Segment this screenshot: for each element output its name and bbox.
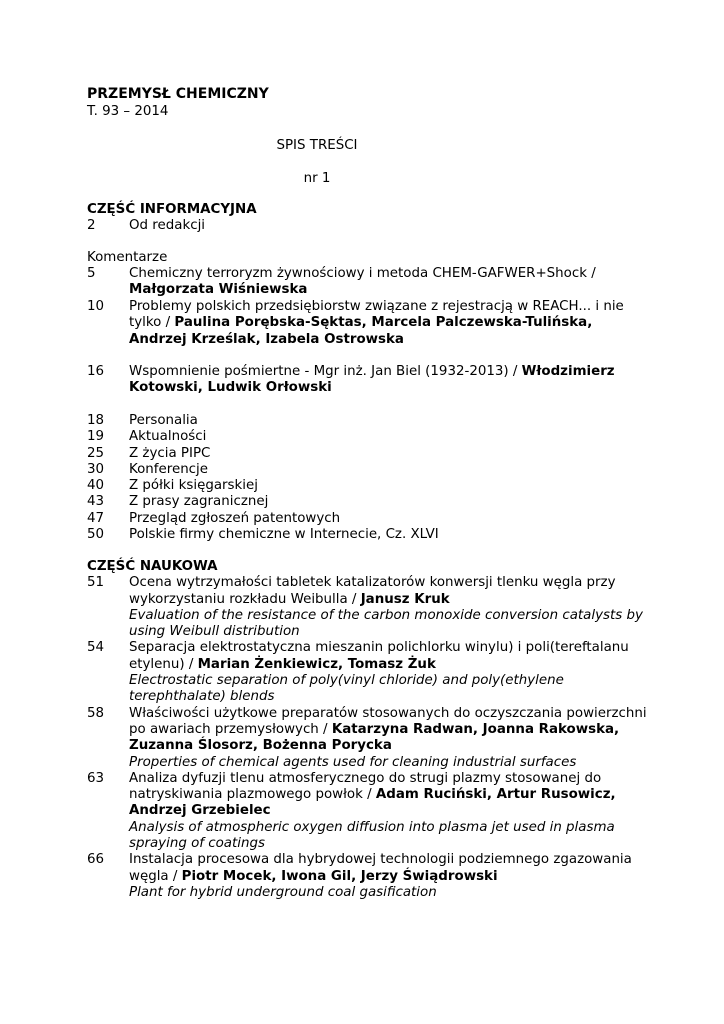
info-items-list [87, 413, 647, 543]
entry-title: Separacja elektrostatyczna mieszanin polichlorku winylu) i poli(tereftalanu etylenu) / [129, 640, 629, 672]
entry-authors: Paulina Porębska-Sęktas, Marcela Palczewska-Tulińska, Andrzej Krześlak, Izabela Ostrowska [129, 315, 593, 347]
info-section-heading: CZĘŚĆ INFORMACYJNA [87, 202, 257, 217]
page-number: 18 [87, 413, 105, 428]
entry-title: Wspomnienie pośmiertne - Mgr inż. Jan Biel (1932-2013) / [129, 364, 522, 379]
entry-title: Z prasy zagranicznej [129, 494, 269, 510]
entry-text [129, 852, 647, 901]
entry-text [129, 299, 647, 348]
entry-title: Instalacja procesowa dla hybrydowej technologii podziemnego zgazowania węgla / [129, 852, 632, 884]
toc-entry [87, 364, 647, 397]
volume-line: T. 93 – 2014 [87, 104, 169, 119]
article-entry [87, 640, 647, 705]
article-entry [87, 852, 647, 901]
entry-authors: Marian Żenkiewicz, Tomasz Żuk [197, 656, 436, 672]
page-number: 58 [87, 705, 105, 721]
journal-title: PRZEMYSŁ CHEMICZNY [87, 86, 269, 102]
entry-title: Chemiczny terroryzm żywnościowy i metoda CHEM-GAFWER+Shock / [129, 266, 596, 281]
entry-title: Z półki księgarskiej [129, 478, 258, 494]
toc-entry [87, 218, 647, 234]
entry-english-title: Evaluation of the resistance of the carbon monoxide conversion catalysts by using Weibull distribution [129, 607, 643, 640]
entry-english-title: Analysis of atmospheric oxygen diffusion into plasma jet used in plasma spraying of coatings [129, 819, 615, 852]
entry-title: Analiza dyfuzji tlenu atmosferycznego do strugi plazmy stosowanej do natryskiwania plazmowego powłok / [129, 770, 602, 803]
page-number: 51 [87, 575, 105, 591]
article-entry [87, 706, 647, 771]
list-item [87, 494, 647, 510]
entry-title: Ocena wytrzymałości tabletek katalizatorów konwersji tlenku węgla przy wykorzystaniu rozkładu Weibulla / [129, 575, 616, 607]
entry-title: Z życia PIPC [129, 445, 211, 461]
science-section-heading: CZĘŚĆ NAUKOWA [87, 559, 218, 574]
page-number: 16 [87, 364, 105, 379]
page-number: 25 [87, 445, 105, 461]
list-item [87, 429, 647, 445]
page-number: 63 [87, 770, 105, 786]
entry-text [129, 364, 647, 397]
page-number: 19 [87, 429, 105, 445]
entry-title: Aktualności [129, 429, 207, 445]
entry-authors: Katarzyna Radwan, Joanna Rakowska, Zuzanna Ślosorz, Bożenna Porycka [129, 721, 620, 754]
page-number: 30 [87, 461, 105, 477]
toc-entry [87, 299, 647, 348]
issue-number: nr 1 [303, 171, 331, 186]
entry-title: Personalia [129, 413, 198, 428]
page-number: 54 [87, 640, 105, 656]
entry-text [129, 266, 647, 299]
entry-title: Polskie firmy chemiczne w Internecie, Cz. XLVI [129, 527, 439, 543]
entry-authors: Małgorzata Wiśniewska [129, 282, 308, 298]
entry-text [129, 640, 647, 705]
entry-title: Problemy polskich przedsiębiorstw związane z rejestracją w REACH... i nie tylko / [129, 299, 624, 331]
entry-text [129, 706, 647, 771]
list-item [87, 511, 647, 527]
page-number: 50 [87, 527, 105, 543]
entry-text [129, 771, 647, 852]
page-number: 66 [87, 852, 105, 868]
page-number: 43 [87, 494, 105, 510]
entry-authors: Włodzimierz Kotowski, Ludwik Orłowski [129, 364, 615, 396]
entry-title: Przegląd zgłoszeń patentowych [129, 510, 341, 526]
article-entry [87, 771, 647, 852]
entry-title: Od redakcji [129, 218, 206, 233]
entry-authors: Adam Ruciński, Artur Rusowicz, Andrzej Grzebielec [129, 787, 616, 819]
toc-entry [87, 266, 647, 299]
entry-english-title: Electrostatic separation of poly(vinyl chloride) and poly(ethylene terephthalate) blends [129, 673, 564, 705]
toc-title: SPIS TREŚCI [276, 138, 358, 153]
page-number: 47 [87, 510, 105, 526]
page-number: 2 [87, 218, 96, 233]
page-number: 5 [87, 266, 96, 281]
science-section [87, 559, 647, 901]
article-entry [87, 575, 647, 640]
entry-title: Właściwości użytkowe preparatów stosowanych do oczyszczania powierzchni po awariach przemysłowych / [129, 705, 647, 737]
list-item [87, 462, 647, 478]
entry-authors: Janusz Kruk [360, 591, 450, 607]
entry-authors: Piotr Mocek, Iwona Gil, Jerzy Świądrowski [181, 868, 498, 884]
page-number: 10 [87, 299, 105, 314]
entry-title: Konferencje [129, 461, 209, 477]
list-item [87, 478, 647, 494]
list-item [87, 413, 647, 429]
page-number: 40 [87, 478, 105, 494]
entry-english-title: Properties of chemical agents used for cleaning industrial surfaces [129, 754, 577, 770]
entry-english-title: Plant for hybrid underground coal gasification [129, 884, 437, 900]
entry-text [129, 575, 647, 640]
list-item [87, 446, 647, 462]
comments-label: Komentarze [87, 250, 168, 265]
list-item [87, 527, 647, 543]
